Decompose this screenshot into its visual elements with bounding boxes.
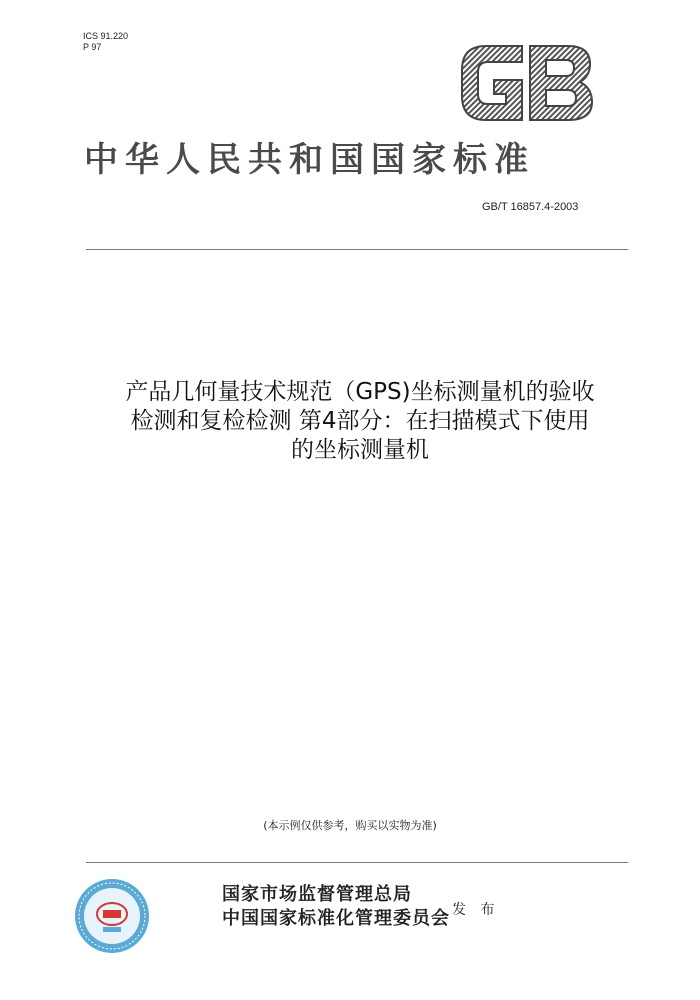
publish-label: 发 布 — [452, 902, 500, 918]
standard-number: GB/T 16857.4-2003 — [482, 201, 579, 213]
issuing-authority-seal-icon — [73, 877, 151, 955]
sample-note: (本示例仅供参考，购买以实物为准) — [263, 819, 437, 832]
top-divider — [86, 249, 628, 250]
document-title — [40, 378, 680, 465]
ccs-code: P 97 — [83, 42, 102, 52]
issuing-authorities — [222, 883, 450, 931]
classification-codes — [83, 31, 128, 53]
title-line-1: 产品几何量技术规范（GPS)坐标测量机的验收 — [125, 379, 595, 405]
ics-code: ICS 91.220 — [83, 31, 129, 41]
issuing-body-title: 中华人民共和国国家标准 — [84, 140, 535, 180]
gb-logo — [456, 40, 596, 124]
issuer-1: 国家市场监督管理总局 — [222, 884, 412, 905]
title-line-2: 检测和复检检测 第4部分：在扫描模式下使用 — [130, 408, 590, 434]
issuer-2: 中国国家标准化管理委员会 — [222, 908, 450, 929]
title-line-3: 的坐标测量机 — [291, 437, 429, 463]
bottom-divider — [86, 862, 628, 863]
